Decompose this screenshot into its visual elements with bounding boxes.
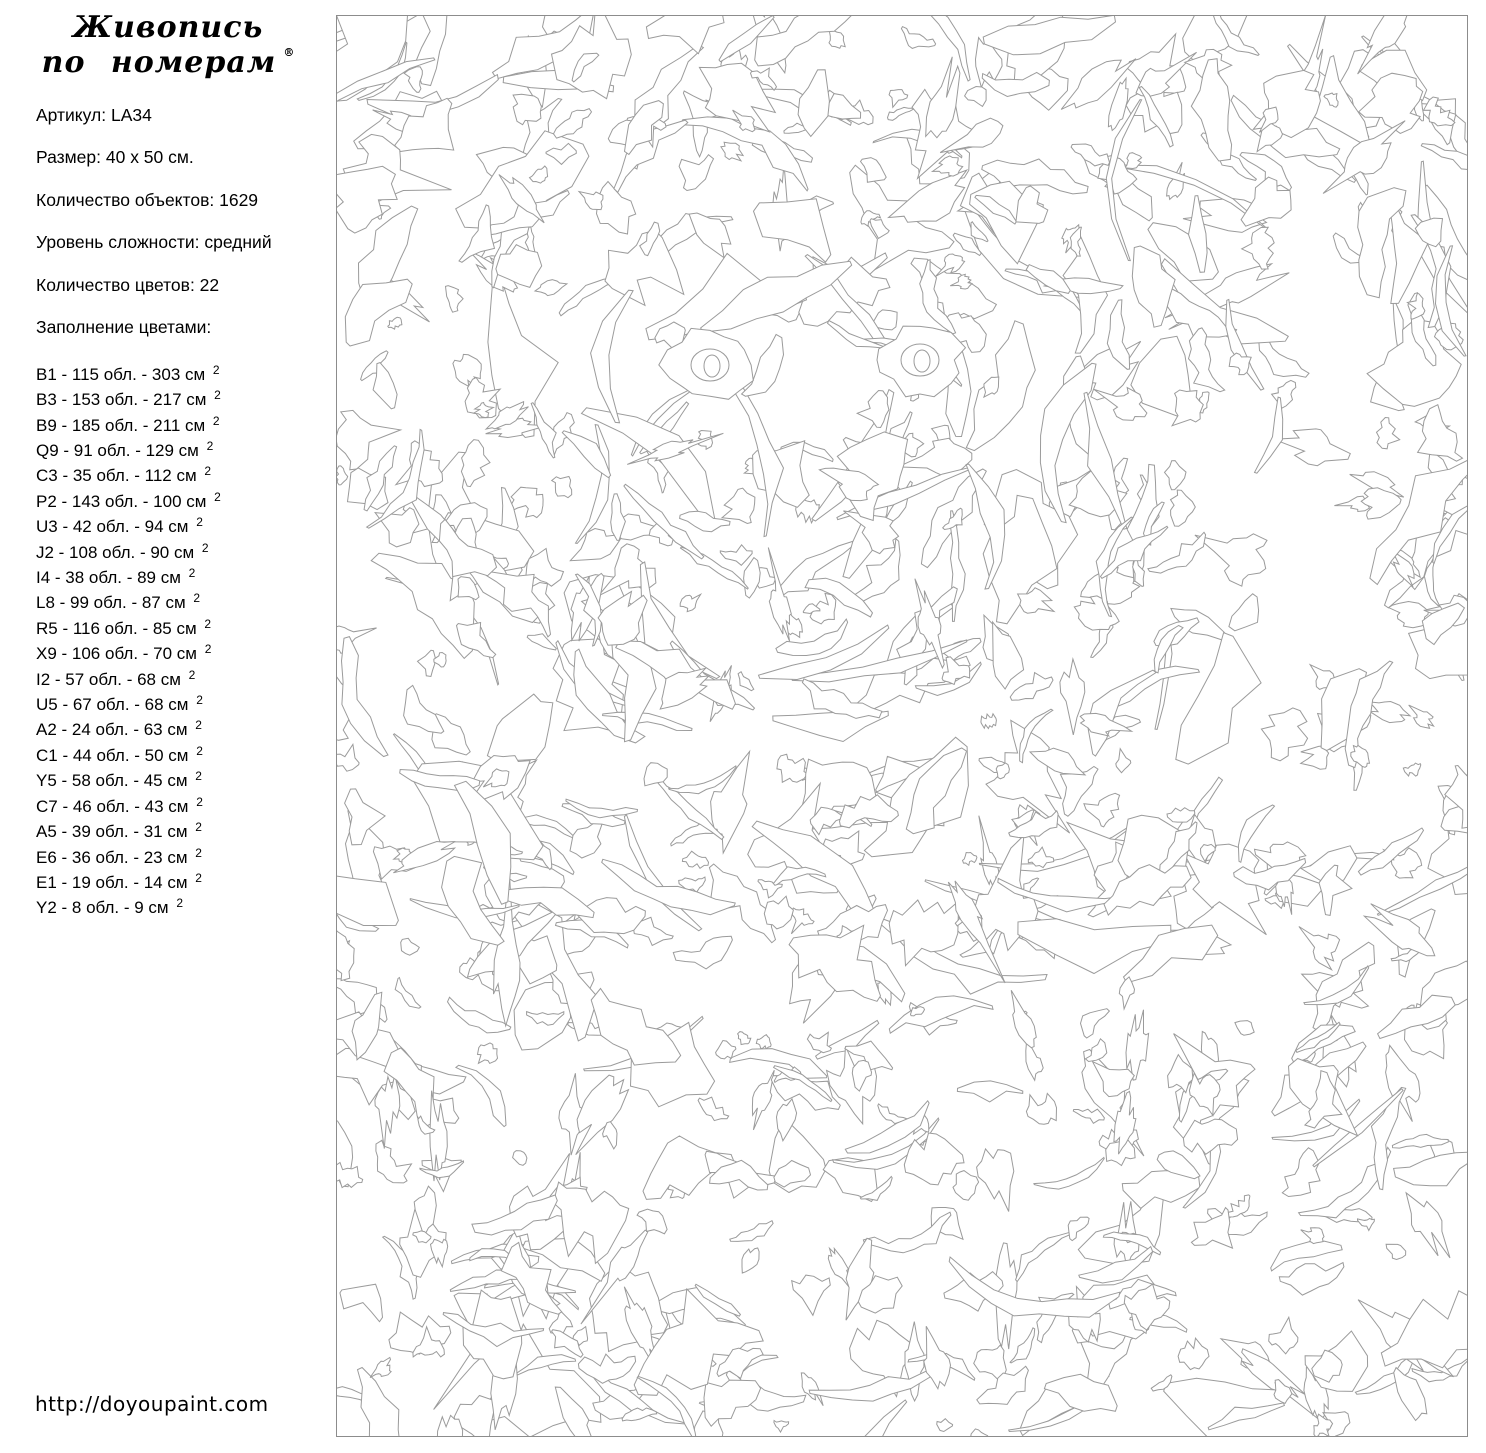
superscript-2: 2: [196, 515, 203, 530]
palette-item: I4 - 38 обл. - 89 см $^2$: [36, 566, 196, 588]
fill-header-line: Заполнение цветами:: [36, 317, 212, 338]
superscript-2: 2: [188, 667, 196, 682]
palette-item: U3 - 42 обл. - 94 см $^2$: [36, 515, 203, 537]
site-url: http://doyoupaint.com: [35, 1392, 269, 1416]
objects-count-line: Количество объектов: 1629: [36, 189, 259, 210]
brand-title-line2: [0, 45, 336, 80]
palette-item: X9 - 106 обл. - 70 см $^2$: [36, 642, 212, 664]
superscript-2: 2: [204, 464, 212, 479]
superscript-2: 2: [195, 870, 202, 885]
palette-item: P2 - 143 обл. - 100 см $^2$: [36, 489, 221, 511]
superscript-2: 2: [201, 540, 209, 555]
colors-count-line: Количество цветов: 22: [36, 274, 220, 295]
palette-item: Y5 - 58 обл. - 45 см $^2$: [36, 769, 202, 791]
size-line: Размер: 40 х 50 см.: [36, 147, 194, 168]
superscript-2: 2: [204, 616, 212, 631]
superscript-2: 2: [176, 896, 184, 911]
palette-item: A5 - 39 обл. - 31 см $^2$: [36, 820, 202, 842]
superscript-2: 2: [196, 794, 203, 809]
palette-item: E6 - 36 обл. - 23 см $^2$: [36, 845, 202, 867]
palette-item: U5 - 67 обл. - 68 см $^2$: [36, 693, 203, 715]
paint-canvas: [336, 15, 1468, 1437]
palette-item: Q9 - 91 обл. - 129 см $^2$: [36, 439, 214, 460]
palette-item: B1 - 115 обл. - 303 см $^2$: [36, 362, 220, 384]
superscript-2: 2: [195, 718, 202, 733]
palette-item: L8 - 99 обл. - 87 см $^2$: [36, 591, 201, 613]
superscript-2: 2: [206, 439, 214, 453]
palette-item: C7 - 46 обл. - 43 см $^2$: [36, 794, 203, 816]
difficulty-line: Уровень сложности: средний: [36, 232, 272, 253]
palette-item: Y2 - 8 обл. - 9 см $^2$: [36, 896, 184, 918]
article-line: Артикул: LA34: [36, 104, 152, 125]
superscript-2: 2: [196, 743, 203, 758]
superscript-2: 2: [214, 388, 221, 403]
kit-details: [36, 105, 336, 339]
outline-artwork: [336, 15, 1468, 1437]
registered-mark: ®: [283, 46, 295, 60]
superscript-2: 2: [212, 362, 220, 377]
palette-list: [36, 360, 336, 919]
palette-item: E1 - 19 обл. - 14 см $^2$: [36, 870, 202, 892]
palette-item: B9 - 185 обл. - 211 см $^2$: [36, 413, 220, 435]
superscript-2: 2: [212, 413, 220, 428]
palette-item: C3 - 35 обл. - 112 см $^2$: [36, 464, 212, 486]
brand-title-line1: Живопись: [72, 10, 264, 45]
brand-logo: [0, 10, 336, 81]
palette-item: R5 - 116 обл. - 85 см $^2$: [36, 616, 212, 638]
superscript-2: 2: [193, 591, 201, 606]
info-panel: [0, 0, 336, 1416]
superscript-2: 2: [188, 566, 196, 581]
superscript-2: 2: [204, 642, 212, 657]
palette-item: I2 - 57 обл. - 68 см $^2$: [36, 667, 196, 689]
superscript-2: 2: [195, 820, 202, 835]
palette-item: C1 - 44 обл. - 50 см $^2$: [36, 743, 203, 765]
palette-item: J2 - 108 обл. - 90 см $^2$: [36, 540, 209, 562]
brand-title-line2-text: по номерам: [41, 45, 277, 81]
superscript-2: 2: [195, 845, 202, 860]
palette-item: B3 - 153 обл. - 217 см $^2$: [36, 388, 221, 410]
superscript-2: 2: [214, 489, 221, 504]
superscript-2: 2: [195, 769, 202, 784]
superscript-2: 2: [196, 693, 203, 708]
palette-item: A2 - 24 обл. - 63 см $^2$: [36, 718, 202, 740]
